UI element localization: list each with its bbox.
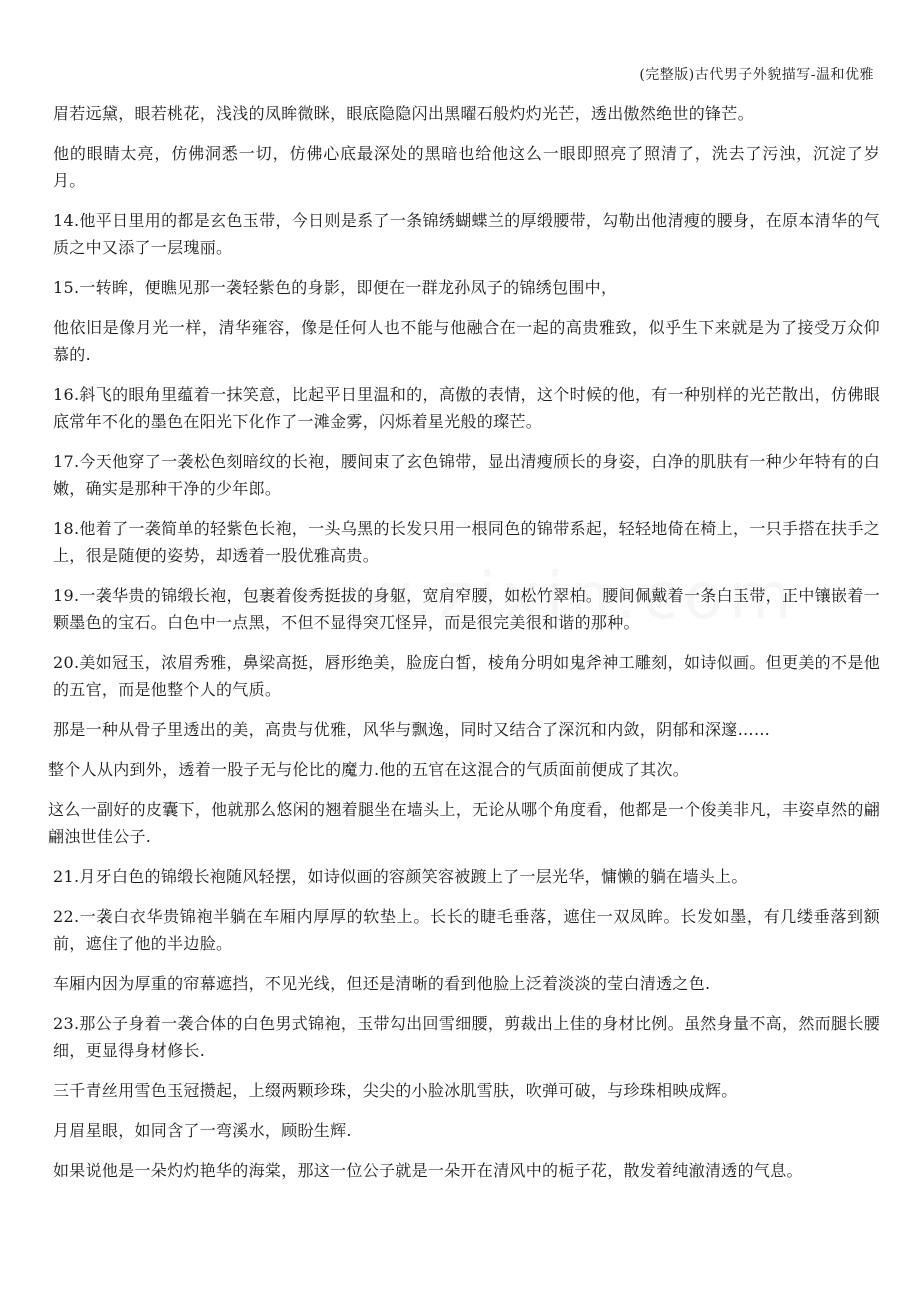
paragraph: 他的眼睛太亮，仿佛洞悉一切，仿佛心底最深处的黑暗也给他这么一眼即照亮了照清了，洗去了污浊，沉淀了岁月。 [53,144,880,190]
paragraph: 18.他着了一袭简单的轻紫色长袍，一头乌黑的长发只用一根同色的锦带系起，轻轻地倚在椅上，一只手搭在扶手之上，很是随便的姿势，却透着一股优雅高贵。 [53,519,880,565]
paragraph: 他依旧是像月光一样，清华雍容，像是任何人也不能与他融合在一起的高贵雅致，似乎生下来就是为了接受万众仰慕的. [53,318,880,364]
paragraph: 三千青丝用雪色玉冠攒起，上缀两颗珍珠，尖尖的小脸冰肌雪肤，吹弹可破，与珍珠相映成辉。 [53,1081,738,1100]
paragraph: 19.一袭华贵的锦缎长袍，包裹着俊秀挺拔的身躯，宽肩窄腰，如松竹翠柏。腰间佩戴着一条白玉带，正中镶嵌着一颗墨色的宝石。白色中一点黑，不但不显得突兀怪异，而是很完美很和谐的那种。 [53,586,880,632]
paragraph: 眉若远黛，眼若桃花，浅浅的凤眸微眯，眼底隐隐闪出黑曜石般灼灼光芒，透出傲然绝世的锋芒。 [53,104,754,123]
paragraph: 那是一种从骨子里透出的美，高贵与优雅，风华与飘逸，同时又结合了深沉和内敛，阴郁和深邃…… [53,720,771,739]
paragraph: 20.美如冠玉，浓眉秀雅，鼻梁高挺，唇形绝美，脸庞白皙，棱角分明如鬼斧神工雕刻，如诗似画。但更美的不是他的五官，而是他整个人的气质。 [53,653,880,699]
paragraph: 23.那公子身着一袭合体的白色男式锦袍，玉带勾出回雪细腰，剪裁出上佳的身材比例。虽然身量不高，然而腿长腰细，更显得身材修长. [53,1014,880,1060]
paragraph: 车厢内因为厚重的帘幕遮挡，不见光线，但还是清晰的看到他脸上泛着淡淡的莹白清透之色. [53,974,711,993]
paragraph: 21.月牙白色的锦缎长袍随风轻摆，如诗似画的容颜笑容被踱上了一层光华，慵懒的躺在墙头上。 [53,867,748,886]
paragraph: 15.一转眸，便瞧见那一袭轻紫色的身影，即便在一群龙孙凤子的锦绣包围中， [53,278,618,297]
paragraph: 整个人从内到外，透着一股子无与伦比的魔力.他的五官在这混合的气质面前便成了其次。 [48,760,690,779]
paragraph: 22.一袭白衣华贵锦袍半躺在车厢内厚厚的软垫上。长长的睫毛垂落，遮住一双凤眸。长发如墨，有几缕垂落到额前，遮住了他的半边脸。 [53,907,880,953]
paragraph: 14.他平日里用的都是玄色玉带，今日则是系了一条锦绣蝴蝶兰的厚缎腰带，勾勒出他清瘦的腰身，在原本清华的气质之中又添了一层瑰丽。 [53,211,880,257]
paragraph: 月眉星眼，如同含了一弯溪水，顾盼生辉. [53,1121,352,1140]
paragraph: 如果说他是一朵灼灼艳华的海棠，那这一位公子就是一朵开在清风中的栀子花，散发着纯澈清透的气息。 [53,1161,803,1180]
paragraph: 17.今天他穿了一袭松色刻暗纹的长袍，腰间束了玄色锦带，显出清瘦颀长的身姿，白净的肌肤有一种少年特有的白嫩，确实是那种干净的少年郎。 [53,452,880,498]
document-header: (完整版)古代男子外貌描写-温和优雅 [639,67,874,83]
document-body [48,100,880,1197]
paragraph: 16.斜飞的眼角里蕴着一抹笑意，比起平日里温和的，高傲的表情，这个时候的他，有一种别样的光芒散出，仿佛眼底常年不化的墨色在阳光下化作了一滩金雾，闪烁着星光般的璨芒。 [53,385,880,431]
paragraph: 这么一副好的皮囊下，他就那么悠闲的翘着腿坐在墙头上，无论从哪个角度看，他都是一个俊美非凡，丰姿卓然的翩翩浊世佳公子. [48,800,880,846]
